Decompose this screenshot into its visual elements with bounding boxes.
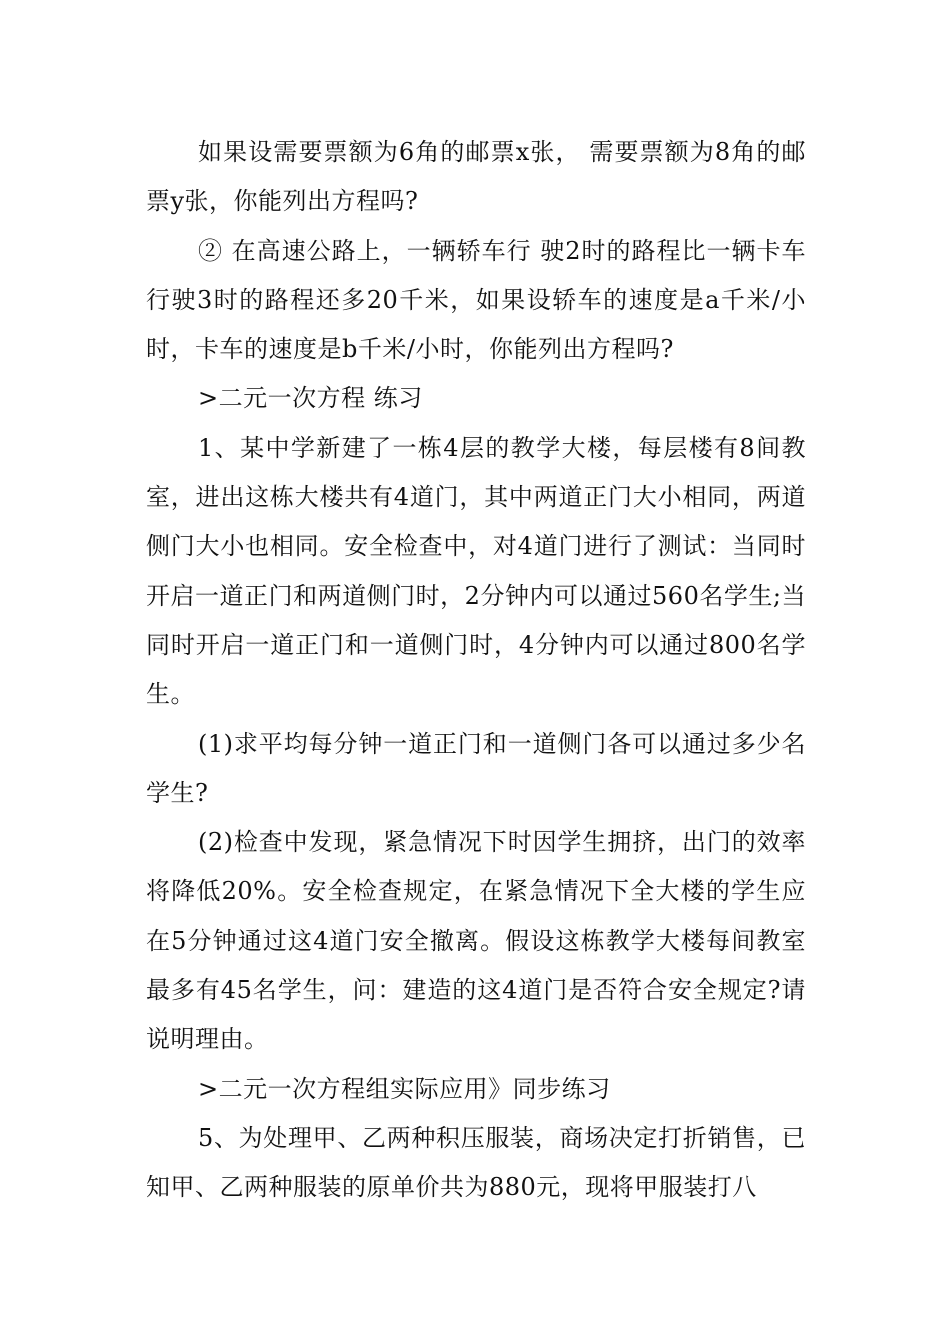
- paragraph-subquestion-2: (2)检查中发现，紧急情况下时因学生拥挤，出门的效率将降低20%。安全检查规定，在紧急情况下全大楼的学生应在5分钟通过这4道门安全撤离。假设这栋教学大楼每间教室最多有45名学生，问：建造的这4道门是否符合安全规定?请说明理由。: [146, 828, 806, 1054]
- paragraph-clothing-problem: 5、为处理甲、乙两种积压服装，商场决定打折销售，已知甲、乙两种服装的原单价共为880元，现将甲服装打八: [146, 1123, 806, 1202]
- paragraph-school-building-problem: 1、某中学新建了一栋4层的教学大楼，每层楼有8间教室，进出这栋大楼共有4道门，其中两道正门大小相同，两道侧门大小也相同。安全检查中，对4道门进行了测试：当同时开启一道正门和两道侧门时，2分钟内可以通过560名学生;当同时开启一道正门和一道侧门时，4分钟内可以通过800名学生。: [146, 433, 806, 709]
- document-body: [146, 128, 806, 1213]
- section-heading-application: >二元一次方程组实际应用》同步练习: [198, 1074, 611, 1103]
- paragraph-subquestion-1: (1)求平均每分钟一道正门和一道侧门各可以通过多少名学生?: [146, 729, 806, 807]
- paragraph-highway-question: ② 在高速公路上，一辆轿车行 驶2时的路程比一辆卡车行驶3时的路程还多20千米，如果设轿车的速度是a千米/小时，卡车的速度是b千米/小时，你能列出方程吗?: [146, 236, 806, 364]
- section-heading-practice: >二元一次方程 练习: [198, 384, 423, 413]
- paragraph-stamps-question: 如果设需要票额为6角的邮票x张， 需要票额为8角的邮票y张，你能列出方程吗?: [146, 138, 806, 216]
